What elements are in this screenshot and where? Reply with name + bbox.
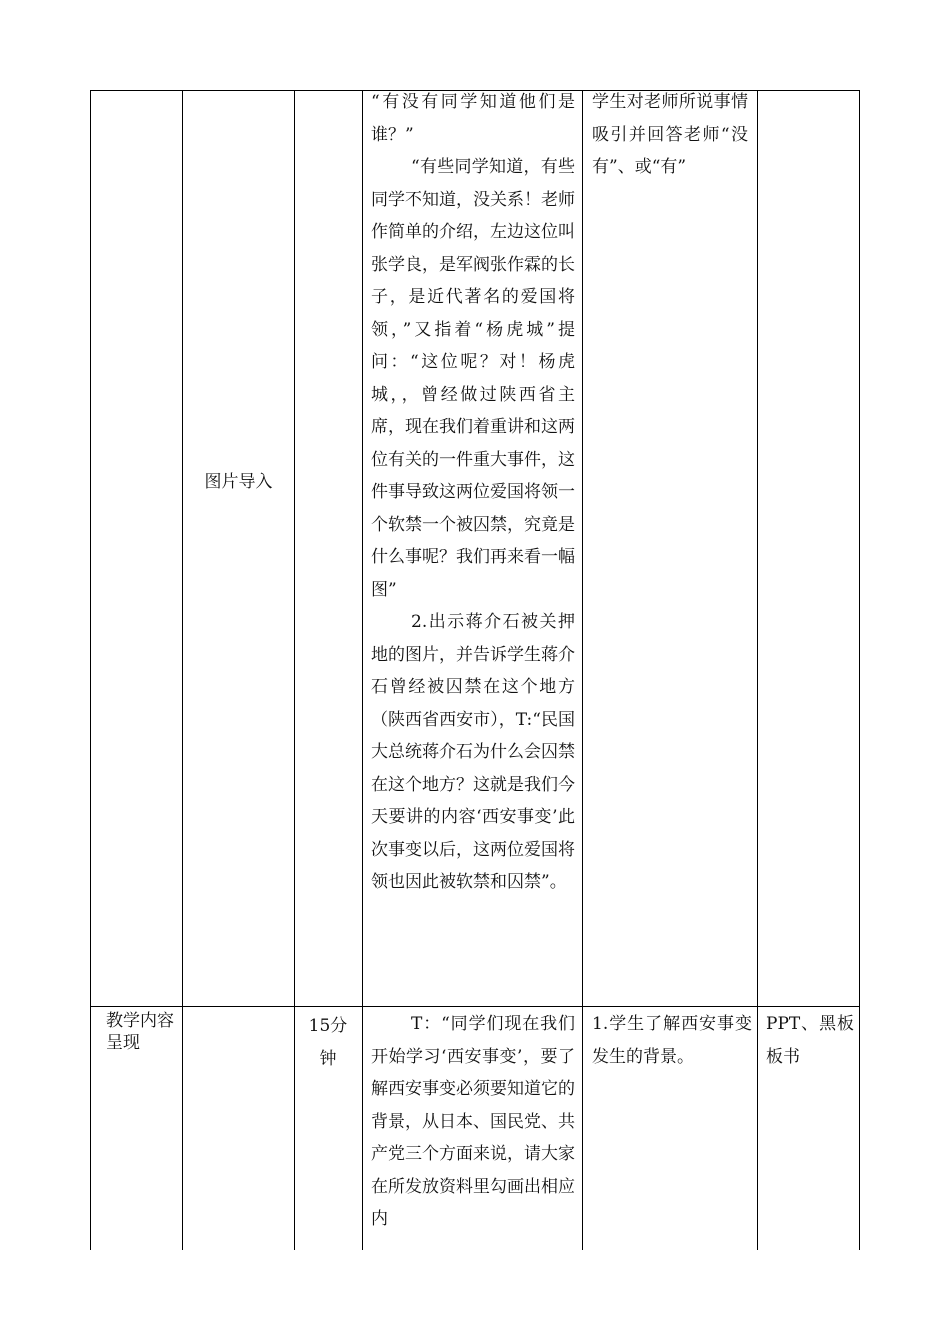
column-divider	[757, 90, 758, 1250]
column-divider	[582, 90, 583, 1250]
time-label: 15分钟	[308, 1016, 348, 1069]
row2-stage-cell	[106, 1010, 174, 1054]
teacher-paragraph-1: “有没有同学知道他们是谁？”	[371, 92, 575, 145]
stage-label: 教学内容呈现	[106, 1011, 174, 1053]
column-divider	[294, 90, 295, 1250]
activity-label: 图片导入	[204, 472, 273, 492]
teacher-paragraph-row2: T：“同学们现在我们开始学习‘西安事变’，要了解西安事变必须要知道它的背景，从日本、国民党、共产党三个方面来说，请大家在所发放资料里勾画出相应内	[371, 1014, 575, 1229]
row-divider	[90, 1006, 860, 1007]
column-divider	[362, 90, 363, 1250]
student-response-text: 学生对老师所说事情吸引并回答老师“没有”、或“有”	[592, 92, 748, 177]
row1-activity-cell	[183, 466, 294, 499]
row2-student-activity-cell	[592, 1008, 752, 1073]
student-row2-text: 1.学生了解西安事变发生的背景。	[592, 1014, 752, 1067]
media-text: PPT、黑板板书	[766, 1014, 854, 1067]
row1-student-activity-cell	[592, 86, 748, 184]
column-divider	[182, 90, 183, 1250]
table-left-border	[90, 90, 91, 1250]
row2-media-cell	[766, 1008, 854, 1073]
table-right-border	[859, 90, 860, 1250]
teacher-paragraph-3: 2.出示蒋介石被关押地的图片，并告诉学生蒋介石曾经被囚禁在这个地方（陕西省西安市），T:“民国大总统蒋介石为什么会囚禁在这个地方？这就是我们今天要讲的内容‘西安事变’此次事变以后，这两位爱国将领也因此被软禁和囚禁”。	[371, 612, 575, 892]
row2-time-cell	[306, 1010, 350, 1075]
row2-teacher-activity-cell	[371, 1008, 575, 1236]
row1-teacher-activity-cell	[371, 86, 575, 899]
teacher-paragraph-2: “有些同学知道，有些同学不知道，没关系！老师作简单的介绍，左边这位叫张学良，是军阀张作霖的长子，是近代著名的爱国将领，”又指着“杨虎城”提问：“这位呢？对！杨虎城，，曾经做过陕西省主席，现在我们着重讲和这两位有关的一件重大事件，这件事导致这两位爱国将领一个软禁一个被囚禁，究竟是什么事呢？我们再来看一幅图”	[371, 157, 575, 600]
